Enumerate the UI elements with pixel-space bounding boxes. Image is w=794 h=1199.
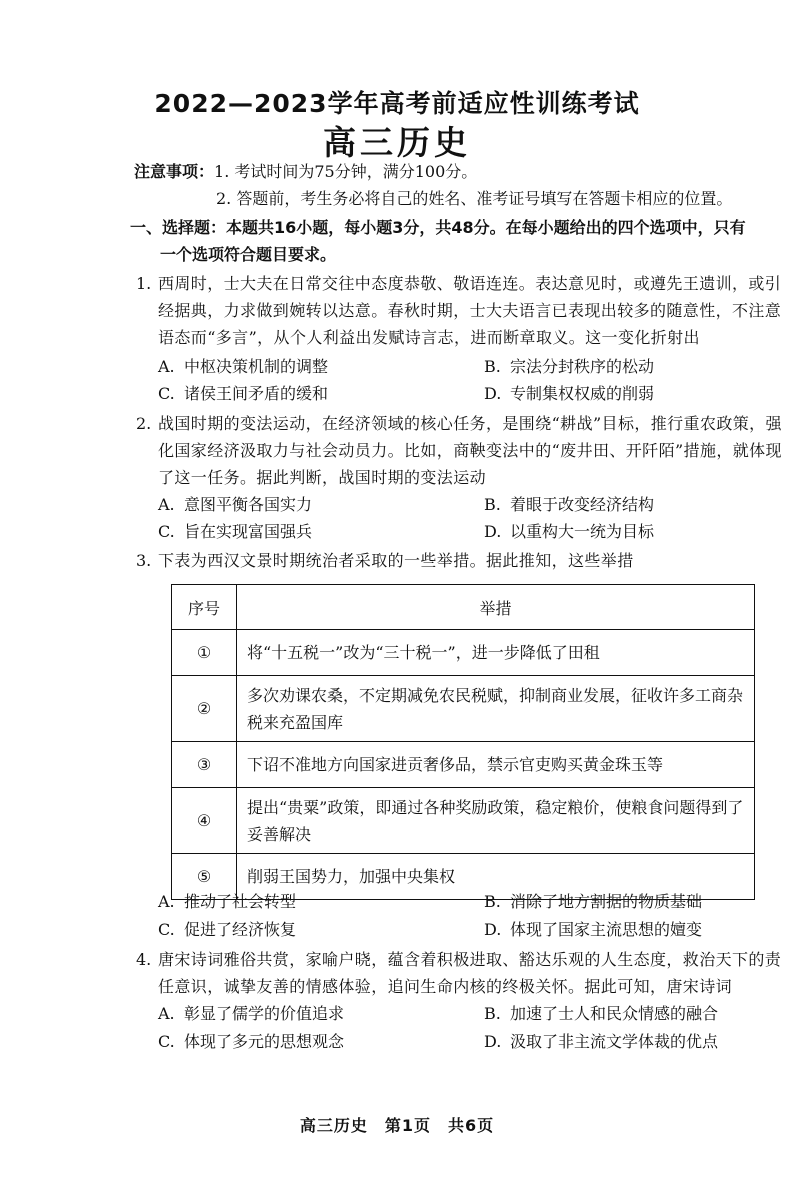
table-header-row [172,585,755,630]
table-row-index: ④ [172,788,237,854]
question-4-option-b[interactable]: B. 加速了士人和民众情感的融合 [484,1004,719,1023]
question-2-number: 2. [136,414,152,433]
question-3-option-b[interactable]: B. 消除了地方割据的物质基础 [484,892,703,911]
question-2-stem: 战国时期的变法运动，在经济领域的核心任务，是围绕“耕战”目标，推行重农政策，强化国家经济汲取力与社会动员力。比如，商鞅变法中的“废井田、开阡陌”措施，就体现了这一任务。据此判断，战国时期的变法运动 [158,414,782,487]
notice-label: 注意事项： [134,162,215,181]
question-1-option-a[interactable]: A. 中枢决策机制的调整 [158,357,329,376]
question-3-stem: 下表为西汉文景时期统治者采取的一些举措。据此推知，这些举措 [158,551,634,570]
table-row-text: 多次劝课农桑，不定期减免农民税赋，抑制商业发展，征收许多工商杂税来充盈国库 [237,676,755,742]
notice-line-1 [134,160,477,184]
table-row [172,676,755,742]
notice-item-2: 2. 答题前，考生务必将自己的姓名、准考证号填写在答题卡相应的位置。 [216,189,733,208]
table-row [172,788,755,854]
table-row-index: ① [172,630,237,676]
table-row-text: 下诏不准地方向国家进贡奢侈品，禁示官吏购买黄金珠玉等 [237,742,755,788]
question-3-option-c[interactable]: C. 促进了经济恢复 [158,920,297,939]
question-2-option-c[interactable]: C. 旨在实现富国强兵 [158,522,313,541]
question-3-option-a[interactable]: A. 推动了社会转型 [158,892,297,911]
table-row-text: 提出“贵粟”政策，即通过各种奖励政策，稳定粮价，使粮食问题得到了妥善解决 [237,788,755,854]
question-2-option-b[interactable]: B. 着眼于改变经济结构 [484,495,655,514]
table-row-index: ⑤ [172,854,237,900]
section-heading-line-1: 一、选择题：本题共16小题，每小题3分，共48分。在每小题给出的四个选项中，只有 [130,218,746,237]
question-4-option-d[interactable]: D. 汲取了非主流文学体裁的优点 [484,1032,719,1051]
question-1-stem: 西周时，士大夫在日常交往中态度恭敬、敬语连连。表达意见时，或遵先王遗训，或引经据典，力求做到婉转以达意。春秋时期，士大夫语言已表现出较多的随意性，不注意语态而“多言”，从个人利益出发赋诗言志，进而断章取义。这一变化折射出 [158,274,782,347]
question-2-option-a[interactable]: A. 意图平衡各国实力 [158,495,313,514]
question-1-option-d[interactable]: D. 专制集权权威的削弱 [484,384,655,403]
question-4-option-a[interactable]: A. 彰显了儒学的价值追求 [158,1004,345,1023]
question-4-stem: 唐宋诗词雅俗共赏，家喻户晓，蕴含着积极进取、豁达乐观的人生态度，救治天下的责任意识，诚挚友善的情感体验，追问生命内核的终极关怀。据此可知，唐宋诗词 [158,950,782,996]
question-1-option-b[interactable]: B. 宗法分封秩序的松动 [484,357,655,376]
table-header-index: 序号 [172,585,237,630]
table-header-measure: 举措 [237,585,755,630]
notice-item-1: 1. 考试时间为75分钟，满分100分。 [214,162,478,181]
question-2-option-d[interactable]: D. 以重构大一统为目标 [484,522,655,541]
question-4-number: 4. [136,950,152,969]
table-row [172,630,755,676]
table-row [172,742,755,788]
question-3-option-d[interactable]: D. 体现了国家主流思想的嬗变 [484,920,703,939]
page-footer: 高三历史 第1页 共6页 [299,1116,495,1135]
question-4-option-c[interactable]: C. 体现了多元的思想观念 [158,1032,345,1051]
subject-title: 高三历史 [323,123,471,162]
measures-table [171,584,755,900]
section-heading-line-2: 一个选项符合题目要求。 [160,245,337,264]
table-row-text: 将“十五税一”改为“三十税一”，进一步降低了田租 [237,630,755,676]
table-row-text: 削弱王国势力，加强中央集权 [237,854,755,900]
question-1-number: 1. [136,274,152,293]
exam-title: 2022—2023学年高考前适应性训练考试 [154,89,640,118]
table-row-index: ③ [172,742,237,788]
question-1-option-c[interactable]: C. 诸侯王间矛盾的缓和 [158,384,329,403]
question-3-number: 3. [136,551,152,570]
table-row-index: ② [172,676,237,742]
